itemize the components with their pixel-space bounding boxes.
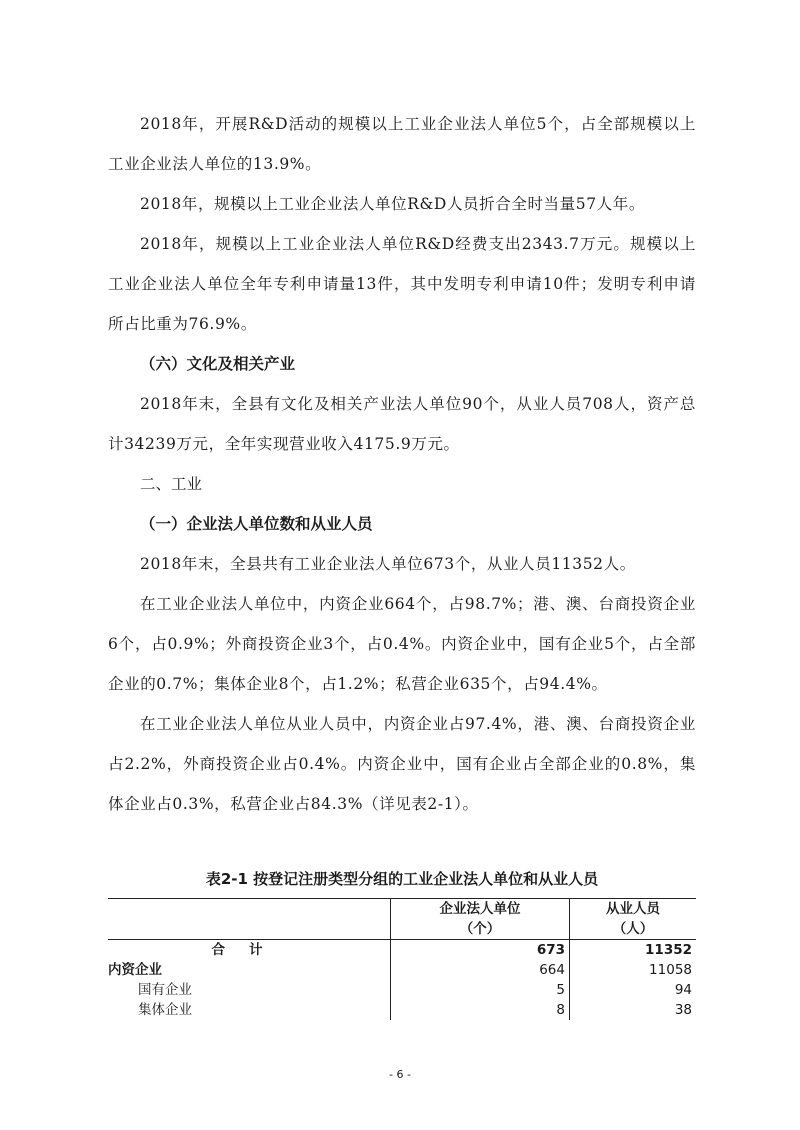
paragraph-industry-staff: 在工业企业法人单位从业人员中，内资企业占97.4%，港、澳、台商投资企业占2.2%，外商投资企业占0.4%。内资企业中，国有企业占全部企业的0.8%，集体企业占0.3%，私营企业占84.3%（详见表2-1）。 xyxy=(108,715,696,813)
row-label: 国有企业 xyxy=(108,980,391,1000)
table-header-blank-2 xyxy=(108,919,391,940)
page-number: - 6 - xyxy=(389,1068,411,1081)
table-row xyxy=(108,1000,696,1020)
row-units: 5 xyxy=(391,980,570,1000)
paragraph-industry-units: 在工业企业法人单位中，内资企业664个，占98.7%；港、澳、台商投资企业6个，占0.9%；外商投资企业3个，占0.4%。内资企业中，国有企业5个，占全部企业的0.7%；集体企业8个，占1.2%；私营企业635个，占94.4%。 xyxy=(108,595,696,693)
row-staff: 38 xyxy=(674,1002,692,1018)
row-staff: 11058 xyxy=(649,962,692,978)
table-title: 表2-1 按登记注册类型分组的工业企业法人单位和从业人员 xyxy=(205,870,599,888)
paragraph-rd-staff: 2018年，规模以上工业企业法人单位R&D人员折合全时当量57人年。 xyxy=(140,195,645,213)
statistics-table xyxy=(108,898,696,1020)
row-staff: 11352 xyxy=(645,942,692,958)
paragraph-industry-total: 2018年末，全县共有工业企业法人单位673个，从业人员11352人。 xyxy=(140,555,636,573)
table-row xyxy=(108,940,696,961)
table-header-staff-unit: （人） xyxy=(570,919,697,940)
row-units: 664 xyxy=(391,960,570,980)
row-label: 内资企业 xyxy=(108,960,391,980)
paragraph-culture: 2018年末，全县有文化及相关产业法人单位90个，从业人员708人，资产总计34239万元，全年实现营业收入4175.9万元。 xyxy=(108,395,696,453)
heading-industry-sub: （一）企业法人单位数和从业人员 xyxy=(140,515,373,533)
table-header-units: 企业法人单位 xyxy=(391,899,570,920)
heading-culture: （六）文化及相关产业 xyxy=(140,355,296,373)
table-header-staff: 从业人员 xyxy=(570,899,697,920)
row-staff: 94 xyxy=(674,982,692,998)
paragraph-rd-units: 2018年，开展R&D活动的规模以上工业企业法人单位5个，占全部规模以上工业企业法人单位的13.9%。 xyxy=(108,115,696,173)
table-row xyxy=(108,980,696,1000)
row-units: 8 xyxy=(391,1000,570,1020)
table-header-blank xyxy=(108,899,391,920)
heading-industry: 二、工业 xyxy=(140,475,203,493)
paragraph-rd-spend: 2018年，规模以上工业企业法人单位R&D经费支出2343.7万元。规模以上工业企业法人单位全年专利申请量13件，其中发明专利申请10件；发明专利申请所占比重为76.9%。 xyxy=(108,235,696,333)
table-row xyxy=(108,960,696,980)
row-units: 673 xyxy=(391,940,570,961)
table-header-units-unit: （个） xyxy=(391,919,570,940)
row-label: 合计 xyxy=(108,940,391,961)
row-label: 集体企业 xyxy=(108,1000,391,1020)
